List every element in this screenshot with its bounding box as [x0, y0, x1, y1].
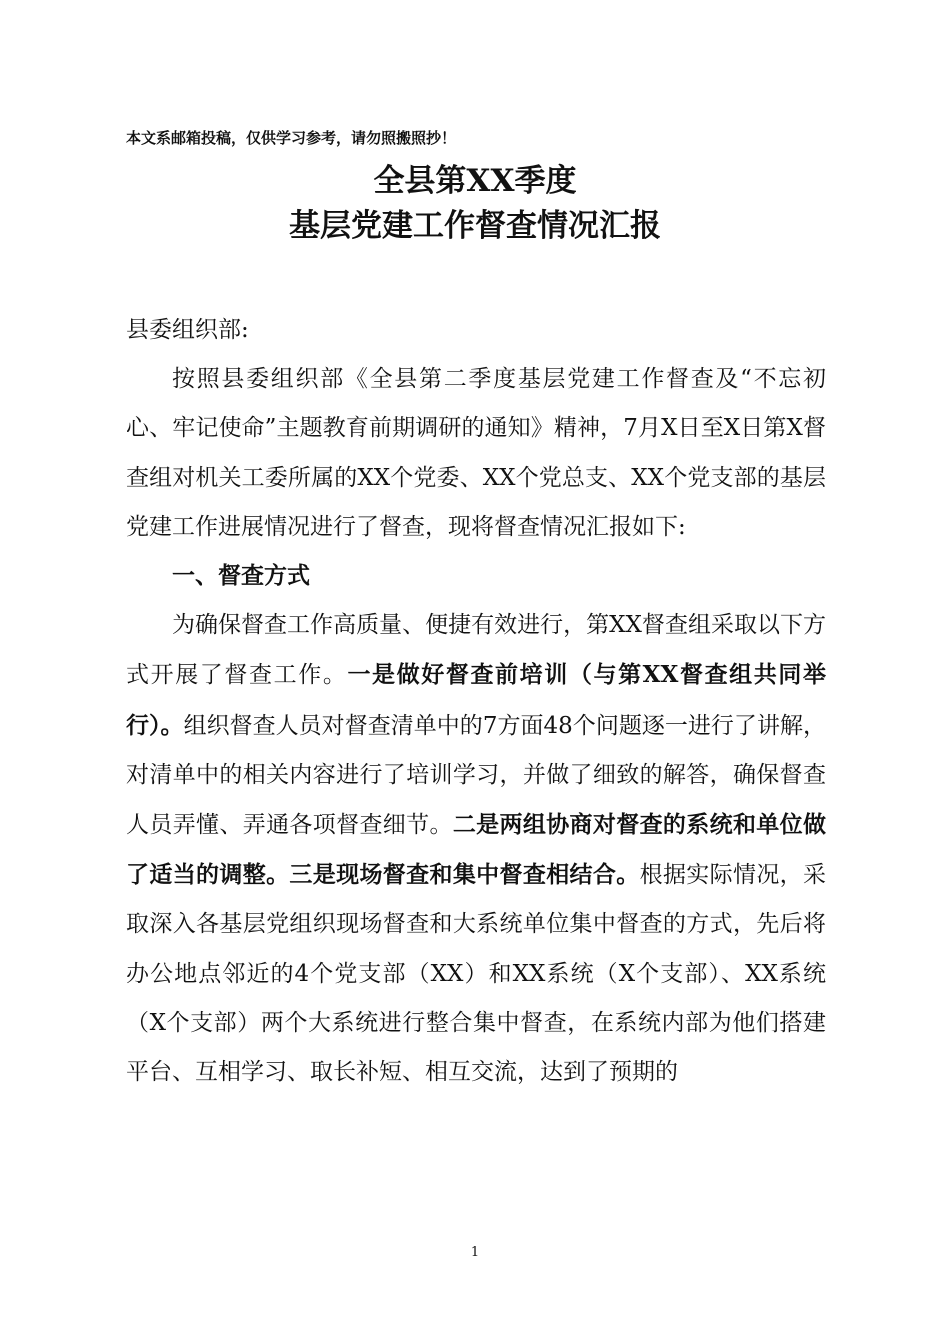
document-title-line1: 全县第XX季度	[373, 163, 577, 199]
method-bold-2: 二是两组协商对督查的系统和单位做了适当的调整。三是现场督查和集中督查相结合。	[126, 811, 827, 889]
copyright-notice: 本文系邮箱投稿，仅供学习参考，请勿照搬照抄！	[126, 129, 457, 147]
salutation: 县委组织部:	[126, 317, 249, 343]
method-text-a: 为确保督查工作高质量、便捷有效进行，第XX督查组采取以下方式开展了督查工作。	[126, 612, 826, 689]
method-text-c: 根据实际情况，采取深入各基层党组织现场督查和大系统单位集中督查的方式，先后将办公地点邻近的4个党支部（XX）和XX系统（X个支部）、XX系统（X个支部）两个大系统进行整合集中督查，在系统内部为他们搭建平台、互相学习、取长补短、相互交流，达到了预期的	[126, 862, 827, 1086]
method-text-b: 组织督查人员对督查清单中的7方面48个问题逐一进行了讲解，对清单中的相关内容进行了培训学习，并做了细致的解答，确保督查人员弄懂、弄通各项督查细节。	[126, 712, 826, 839]
intro-paragraph: 按照县委组织部《全县第二季度基层党建工作督查及“不忘初心、牢记使命”主题教育前期调研的通知》精神，7月X日至X日第X督查组对机关工委所属的XX个党委、XX个党总支、XX个党支部的基层党建工作进展情况进行了督查，现将督查情况汇报如下:	[126, 366, 826, 540]
method-paragraph	[126, 601, 826, 1097]
page-number: 1	[470, 1245, 480, 1260]
section-heading: 一、督查方式	[172, 563, 310, 590]
document-title-line2: 基层党建工作督查情况汇报	[289, 208, 661, 244]
method-bold-1: 一是做好督查前培训（与第XX督查组共同举行）。	[126, 661, 826, 739]
document-body	[126, 306, 826, 1097]
